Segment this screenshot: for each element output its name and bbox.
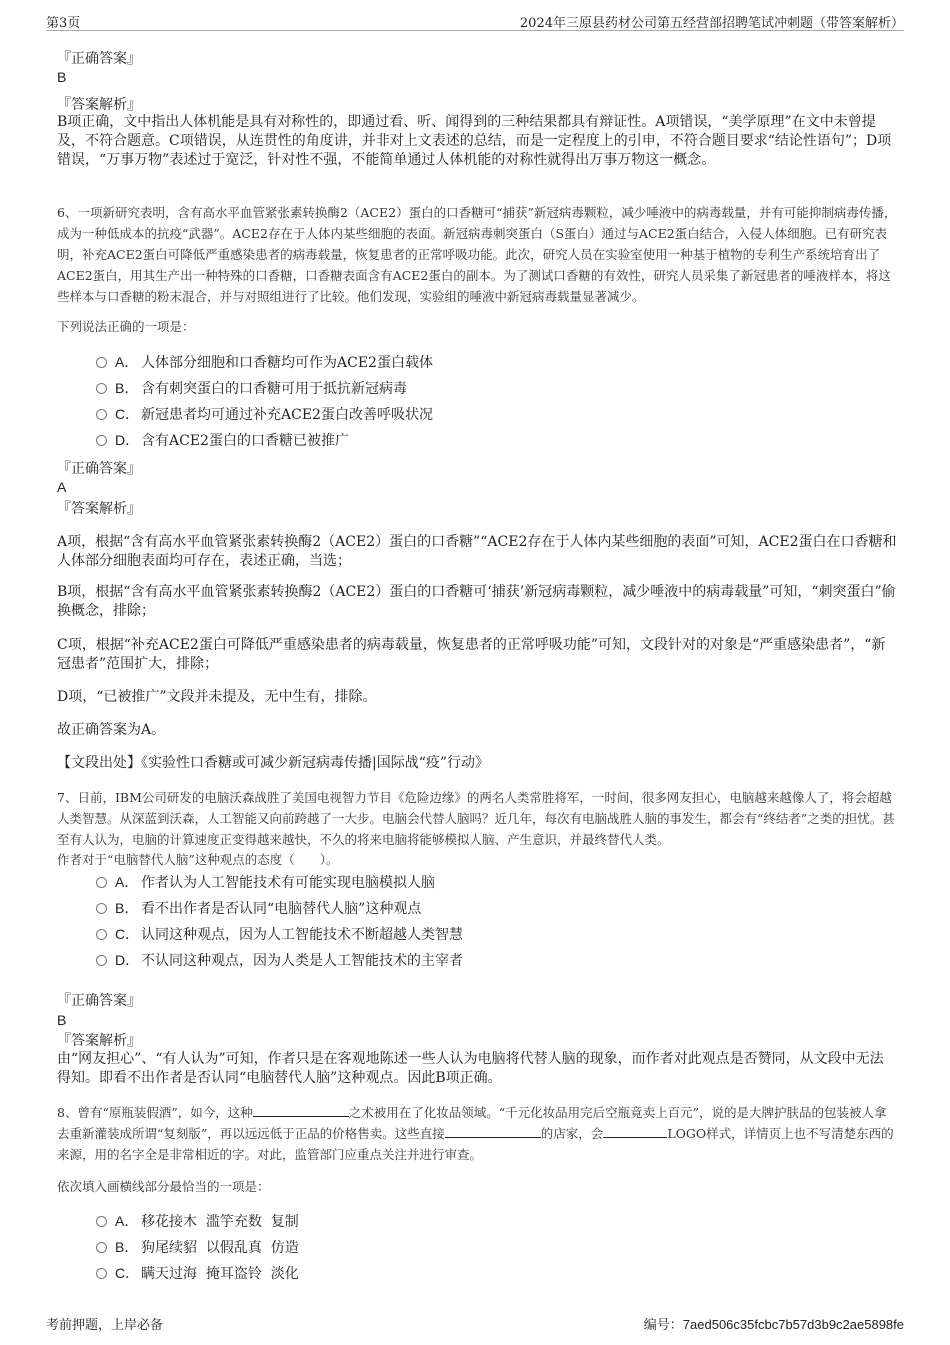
q6-prompt: 下列说法正确的一项是： bbox=[57, 319, 195, 334]
q6-option-d[interactable]: D． 含有ACE2蛋白的口香糖已被推广 bbox=[96, 430, 349, 450]
fill-blank-2[interactable] bbox=[445, 1123, 541, 1138]
q8-prompt: 依次填入画横线部分最恰当的一项是： bbox=[57, 1179, 270, 1194]
q6-option-a[interactable]: A． 人体部分细胞和口香糖均可作为ACE2蛋白载体 bbox=[96, 352, 433, 372]
radio-icon[interactable] bbox=[96, 1242, 107, 1253]
analysis-label: 『答案解析』 bbox=[57, 97, 141, 113]
q7-prompt: 作者对于“电脑替代人脑”这种观点的态度（ ）。 bbox=[57, 852, 339, 867]
q7-option-b[interactable]: B． 看不出作者是否认同“电脑替代人脑”这种观点 bbox=[96, 898, 421, 918]
q7-stem: 7、日前，IBM公司研发的电脑沃森战胜了美国电视智力节目《危险边缘》的两名人类常胜将军，一时间，很多网友担心，电脑越来越像人了，将会超越人类智慧。从深蓝到沃森，人工智能又向前跨越了一大步。电脑会代替人脑吗？近几年，每次有电脑战胜人脑的事发生，都会有“终结者”之类的担忧。甚至有人认为，电脑的计算速度正变得越来越快，不久的将来电脑将能够模拟人脑、产生意识，并最终替代人类。 bbox=[57, 790, 895, 847]
q5-analysis: B项正确，文中指出人体机能是具有对称性的，即通过看、听、闻得到的三种结果都具有辩证性。A项错误，“美学原理”在文中未曾提及，不符合题意。C项错误，从连贯性的角度讲，并非对上文表述的总结，而是一定程度上的引申，不符合题目要求“结论性语句”；D项错误，“万事万物”表述过于宽泛，针对性不强，不能简单通过人体机能的对称性就得出万事万物这一概念。 bbox=[57, 114, 892, 168]
footer-slogan: 考前押题，上岸必备 bbox=[46, 1318, 164, 1333]
analysis-label: 『答案解析』 bbox=[57, 1033, 141, 1049]
radio-icon[interactable] bbox=[96, 409, 107, 420]
document-title: 2024年三原县药材公司第五经营部招聘笔试冲刺题（带答案解析） bbox=[519, 16, 904, 31]
page-header bbox=[46, 12, 904, 31]
q7-analysis: 由“网友担心”、“有人认为”可知，作者只是在客观地陈述一些人认为电脑将代替人脑的现象，而作者对此观点是否赞同，从文段中无法得知。即看不出作者是否认同“电脑替代人脑”这种观点。因此B项正确。 bbox=[57, 1051, 884, 1086]
q6-analysis-a: A项，根据“含有高水平血管紧张素转换酶2（ACE2）蛋白的口香糖”“ACE2存在于人体内某些细胞的表面”可知，ACE2蛋白在口香糖和人体部分细胞表面均可存在，表述正确，当选； bbox=[57, 534, 897, 569]
q5-answer: B bbox=[57, 69, 67, 85]
q8-option-a[interactable]: A． 移花接木 滥竽充数 复制 bbox=[96, 1211, 299, 1231]
q8-option-b[interactable]: B． 狗尾续貂 以假乱真 仿造 bbox=[96, 1237, 299, 1257]
document-code: 编号：7aed506c35fcbc7b57d3b9c2ae5898fe bbox=[643, 1317, 904, 1333]
q7-option-d[interactable]: D． 不认同这种观点，因为人类是人工智能技术的主宰者 bbox=[96, 950, 463, 970]
q6-conclusion: 故正确答案为A。 bbox=[57, 722, 166, 738]
q7-option-a[interactable]: A． 作者认为人工智能技术有可能实现电脑模拟人脑 bbox=[96, 872, 435, 892]
q6-analysis-b: B项，根据“含有高水平血管紧张素转换酶2（ACE2）蛋白的口香糖可‘捕获’新冠病毒颗粒，减少唾液中的病毒载量”可知，“刺突蛋白”偷换概念，排除； bbox=[57, 584, 896, 619]
q8-option-c[interactable]: C． 瞒天过海 掩耳盗铃 淡化 bbox=[96, 1263, 299, 1283]
q7-answer: B bbox=[57, 1012, 67, 1028]
radio-icon[interactable] bbox=[96, 903, 107, 914]
q6-option-c[interactable]: C． 新冠患者均可通过补充ACE2蛋白改善呼吸状况 bbox=[96, 404, 433, 424]
q6-stem: 6、一项新研究表明，含有高水平血管紧张素转换酶2（ACE2）蛋白的口香糖可“捕获”新冠病毒颗粒，减少唾液中的病毒载量，并有可能抑制病毒传播，成为一种低成本的抗疫“武器”。ACE2存在于人体内某些细胞的表面。新冠病毒刺突蛋白（S蛋白）通过与ACE2蛋白结合，入侵人体细胞。已有研究表明，补充ACE2蛋白可降低严重感染患者的病毒载量，恢复患者的正常呼吸功能。此次，研究人员在实验室使用一种基于植物的专利生产系统培育出了ACE2蛋白，用其生产出一种特殊的口香糖，口香糖表面含有ACE2蛋白的副本。为了测试口香糖的有效性，研究人员采集了新冠患者的唾液样本，将这些样本与口香糖的粉末混合，并与对照组进行了比较。他们发现，实验组的唾液中新冠病毒载量显著减少。 bbox=[57, 205, 897, 304]
analysis-label: 『答案解析』 bbox=[57, 501, 141, 517]
radio-icon[interactable] bbox=[96, 955, 107, 966]
answer-label: 『正确答案』 bbox=[57, 461, 141, 477]
q7-option-c[interactable]: C． 认同这种观点，因为人工智能技术不断超越人类智慧 bbox=[96, 924, 463, 944]
source-text: 《实验性口香糖或可减少新冠病毒传播|国际战“疫”行动》 bbox=[141, 755, 490, 771]
q6-option-b[interactable]: B． 含有刺突蛋白的口香糖可用于抵抗新冠病毒 bbox=[96, 378, 407, 398]
q6-analysis-c: C项，根据“补充ACE2蛋白可降低严重感染患者的病毒载量，恢复患者的正常呼吸功能”可知，文段针对的对象是“严重感染患者”，“新冠患者”范围扩大，排除； bbox=[57, 637, 886, 672]
q6-analysis-d: D项，“已被推广”文段并未提及，无中生有，排除。 bbox=[57, 689, 377, 705]
page-number: 第3页 bbox=[46, 16, 81, 31]
radio-icon[interactable] bbox=[96, 383, 107, 394]
q6-answer: A bbox=[57, 479, 67, 495]
radio-icon[interactable] bbox=[96, 1268, 107, 1279]
fill-blank-3[interactable] bbox=[603, 1123, 667, 1138]
fill-blank-1[interactable] bbox=[253, 1102, 349, 1117]
radio-icon[interactable] bbox=[96, 877, 107, 888]
q6-source bbox=[57, 754, 897, 773]
answer-label: 『正确答案』 bbox=[57, 993, 141, 1009]
q8-stem: 8、曾有“原瓶装假酒”，如今，这种 之术被用在了化妆品领域。“千元化妆品用完后空瓶竟卖上百元”，说的是大牌护肤品的包装被人拿去重新灌装成所谓“复刻版”，再以远远低于正品的价格售卖。这些直接 的店家，会 LOGO样式，详情页上也不写清楚东西的来源，用的名字全是非常相近的字。对此，监管部门应重点关注并进行审查。 bbox=[57, 1102, 897, 1165]
radio-icon[interactable] bbox=[96, 435, 107, 446]
radio-icon[interactable] bbox=[96, 1216, 107, 1227]
source-label: 【文段出处】 bbox=[57, 755, 141, 771]
radio-icon[interactable] bbox=[96, 929, 107, 940]
radio-icon[interactable] bbox=[96, 357, 107, 368]
answer-label: 『正确答案』 bbox=[57, 51, 141, 67]
